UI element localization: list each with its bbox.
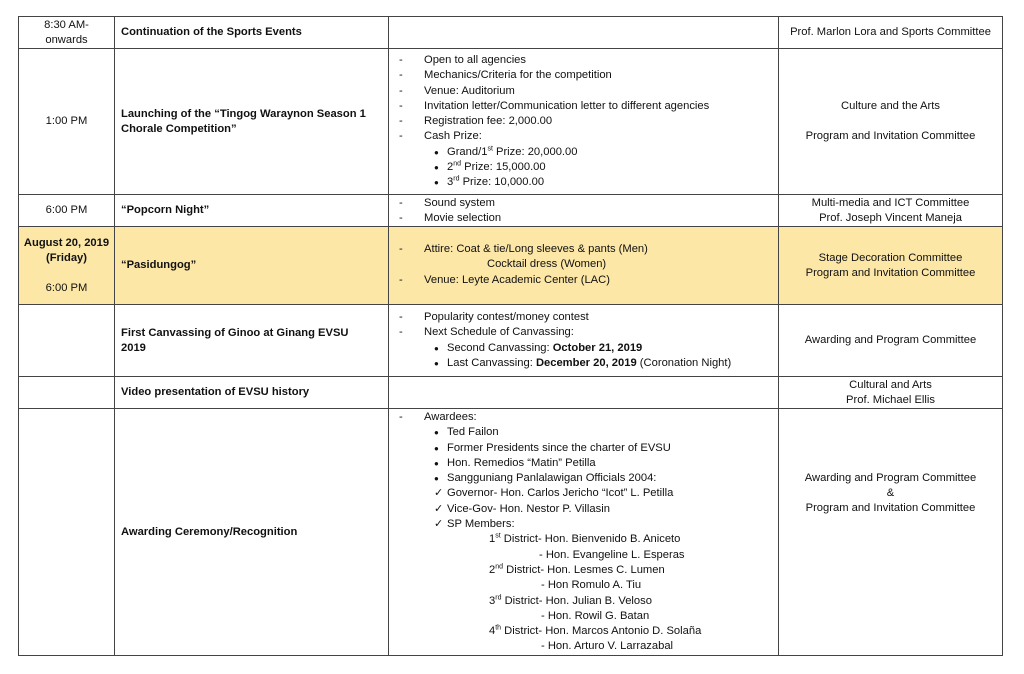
- responsible-cell: [778, 409, 1003, 655]
- responsible-text: Prof. Michael Ellis: [846, 393, 935, 406]
- detail-item: - Movie selection: [399, 211, 778, 226]
- activity-title: Awarding Ceremony/Recognition: [121, 525, 298, 538]
- responsible-text: Prof. Marlon Lora and Sports Committee: [790, 26, 991, 38]
- activity-cell: [114, 17, 388, 48]
- awardee-item: ● Ted Failon: [399, 425, 778, 440]
- activity-title: Launching of the “Tingog Waraynon Season 1 Chorale Competition”: [121, 107, 366, 135]
- time-cell: [18, 227, 114, 304]
- detail-item: - Sound system: [399, 196, 778, 211]
- canvass-item: ● Last Canvassing: December 20, 2019 (Coronation Night): [399, 356, 778, 371]
- district-item: - Hon. Rowil G. Batan: [541, 609, 650, 622]
- responsible-text: Awarding and Program Committee: [804, 472, 977, 484]
- activity-cell: [114, 195, 388, 226]
- detail-item: - Awardees:: [399, 410, 778, 425]
- activity-title: “Popcorn Night”: [121, 204, 210, 216]
- time-cell: [18, 409, 114, 655]
- date-text: August 20, 2019: [23, 236, 110, 249]
- table-row: [18, 304, 1003, 376]
- detail-item: - Next Schedule of Canvassing:: [399, 325, 778, 340]
- activity-cell: [114, 227, 388, 304]
- prize-item: ● 3rd Prize: 10,000.00: [399, 175, 778, 190]
- responsible-cell: [778, 49, 1003, 194]
- official-item: ✓ SP Members:: [399, 517, 778, 532]
- table-row: [18, 408, 1003, 656]
- details-cell: [388, 17, 778, 48]
- time-cell: [18, 49, 114, 194]
- time-text: 6:00 PM: [45, 281, 88, 294]
- responsible-cell: [778, 17, 1003, 48]
- official-item: ✓ Governor- Hon. Carlos Jericho “Icot” L. Petilla: [399, 486, 778, 501]
- responsible-text: Program and Invitation Committee: [805, 130, 976, 142]
- responsible-text: Program and Invitation Committee: [805, 266, 976, 279]
- time-text: 8:30 AM-: [44, 18, 89, 31]
- details-cell: [388, 305, 778, 376]
- responsible-text: Awarding and Program Committee: [804, 334, 977, 346]
- activity-cell: [114, 377, 388, 408]
- time-text: 1:00 PM: [45, 115, 88, 127]
- detail-item: Cocktail dress (Women): [487, 258, 607, 271]
- detail-item: - Venue: Auditorium: [399, 84, 778, 99]
- responsible-text: Program and Invitation Committee: [805, 502, 976, 514]
- detail-item: - Popularity contest/money contest: [399, 310, 778, 325]
- detail-item: - Registration fee: 2,000.00: [399, 114, 778, 129]
- detail-item: - Mechanics/Criteria for the competition: [399, 68, 778, 83]
- responsible-cell: [778, 227, 1003, 304]
- table-row: [18, 194, 1003, 226]
- responsible-text: Prof. Joseph Vincent Maneja: [819, 211, 962, 224]
- activity-cell: [114, 49, 388, 194]
- responsible-cell: [778, 305, 1003, 376]
- district-item: 1st District- Hon. Bienvenido B. Aniceto: [489, 532, 681, 546]
- activity-title: “Pasidungog”: [121, 259, 197, 271]
- table-row: [18, 48, 1003, 194]
- table-row-highlighted: [18, 226, 1003, 304]
- district-item: - Hon. Evangeline L. Esperas: [539, 548, 685, 561]
- responsible-text: Multi-media and ICT Committee: [811, 196, 970, 209]
- time-cell: [18, 195, 114, 226]
- details-cell: [388, 227, 778, 304]
- district-item: - Hon. Arturo V. Larrazabal: [541, 640, 674, 653]
- details-cell: [388, 409, 778, 655]
- detail-item: - Cash Prize:: [399, 129, 778, 144]
- time-text: 6:00 PM: [45, 204, 88, 216]
- district-item: 3rd District- Hon. Julian B. Veloso: [489, 593, 652, 607]
- activity-title: Continuation of the Sports Events: [121, 26, 302, 38]
- time-cell: [18, 305, 114, 376]
- responsible-text: Cultural and Arts: [849, 378, 932, 391]
- table-row: [18, 16, 1003, 48]
- time-cell: [18, 377, 114, 408]
- responsible-cell: [778, 195, 1003, 226]
- detail-item: - Venue: Leyte Academic Center (LAC): [399, 273, 778, 288]
- responsible-text: Stage Decoration Committee: [818, 251, 963, 264]
- district-item: 4th District- Hon. Marcos Antonio D. Solaña: [489, 624, 702, 638]
- awardee-item: ● Hon. Remedios “Matin” Petilla: [399, 456, 778, 471]
- activity-cell: [114, 305, 388, 376]
- table-row: [18, 376, 1003, 408]
- activity-title: First Canvassing of Ginoo at Ginang EVSU 2019: [121, 326, 349, 354]
- official-item: ✓ Vice-Gov- Hon. Nestor P. Villasin: [399, 502, 778, 517]
- prize-item: ● 2nd Prize: 15,000.00: [399, 160, 778, 175]
- details-cell: [388, 49, 778, 194]
- awardee-item: ● Former Presidents since the charter of EVSU: [399, 441, 778, 456]
- prize-item: ● Grand/1st Prize: 20,000.00: [399, 145, 778, 160]
- time-text: onwards: [45, 33, 88, 46]
- responsible-text: Culture and the Arts: [841, 100, 940, 112]
- canvass-item: ● Second Canvassing: October 21, 2019: [399, 341, 778, 356]
- details-cell: [388, 195, 778, 226]
- detail-item: - Invitation letter/Communication letter to different agencies: [399, 99, 778, 114]
- details-cell: [388, 377, 778, 408]
- detail-item: - Open to all agencies: [399, 53, 778, 68]
- activity-title: Video presentation of EVSU history: [121, 386, 310, 398]
- time-cell: [18, 17, 114, 48]
- responsible-text: &: [886, 487, 895, 499]
- district-item: - Hon Romulo A. Tiu: [541, 579, 642, 592]
- day-text: (Friday): [45, 251, 88, 264]
- awardee-item: ● Sangguniang Panlalawigan Officials 2004:: [399, 471, 778, 486]
- detail-item: - Attire: Coat & tie/Long sleeves & pants (Men): [399, 242, 778, 257]
- responsible-cell: [778, 377, 1003, 408]
- district-item: 2nd District- Hon. Lesmes C. Lumen: [489, 563, 665, 576]
- activity-cell: [114, 409, 388, 655]
